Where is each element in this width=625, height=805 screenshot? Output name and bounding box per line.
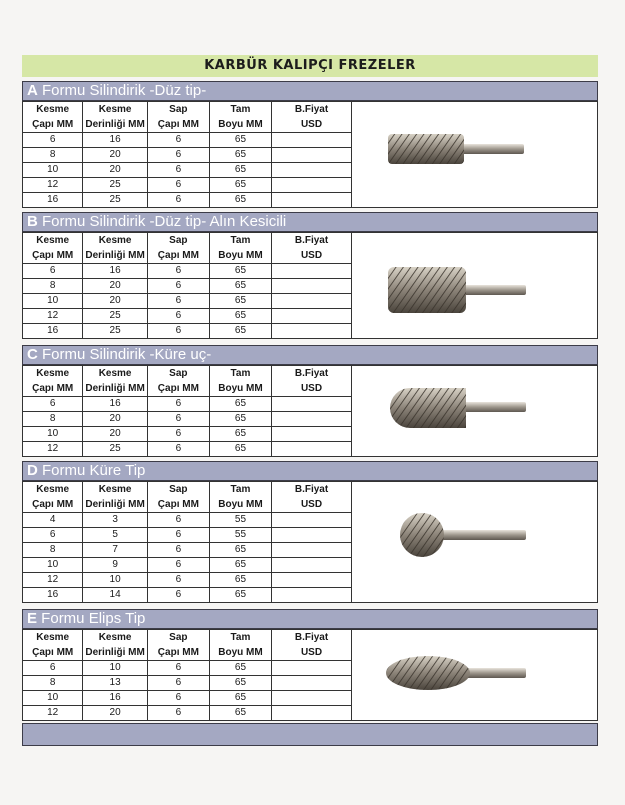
table-cell: 12 (23, 706, 83, 721)
table-cell (272, 691, 352, 706)
table-cell: 6 (147, 706, 209, 721)
ball-tool-icon (382, 500, 532, 570)
table-cell: 20 (83, 294, 147, 309)
table-cell: 6 (147, 264, 209, 279)
table-row (23, 528, 352, 543)
footer-bar (22, 723, 598, 746)
table-cell: 65 (209, 294, 271, 309)
table-cell: 65 (209, 163, 271, 178)
header-row (23, 366, 352, 382)
column-header: Boyu MM (209, 117, 271, 133)
table-row (23, 178, 352, 193)
table-cell: 6 (147, 543, 209, 558)
column-header: Tam (209, 233, 271, 249)
table-row (23, 676, 352, 691)
table-cell: 16 (83, 691, 147, 706)
table-cell: 65 (209, 309, 271, 324)
column-header: Kesme (23, 233, 83, 249)
table-cell (272, 324, 352, 339)
table-cell: 8 (23, 148, 83, 163)
column-header: Boyu MM (209, 248, 271, 264)
table-row (23, 133, 352, 148)
table-row (23, 412, 352, 427)
table-cell: 65 (209, 133, 271, 148)
tool-image (352, 481, 598, 603)
table-cell: 10 (23, 558, 83, 573)
table-cell: 7 (83, 543, 147, 558)
header-row (23, 248, 352, 264)
table-row (23, 427, 352, 442)
table-cell: 6 (147, 397, 209, 412)
table-cell: 20 (83, 163, 147, 178)
spec-table (22, 629, 352, 721)
table-cell (272, 706, 352, 721)
spec-table (22, 232, 352, 339)
table-row (23, 691, 352, 706)
table-cell (272, 148, 352, 163)
table-cell: 25 (83, 442, 147, 457)
table-cell: 16 (83, 397, 147, 412)
table-cell: 65 (209, 573, 271, 588)
table-cell (272, 588, 352, 603)
table-cell: 65 (209, 427, 271, 442)
table-row (23, 442, 352, 457)
column-header: Çapı MM (23, 248, 83, 264)
section-title: Formu Küre Tip (37, 462, 146, 479)
table-cell: 6 (147, 588, 209, 603)
header-row (23, 233, 352, 249)
table-row (23, 279, 352, 294)
header-row (23, 497, 352, 513)
table-cell: 16 (83, 133, 147, 148)
table-row (23, 588, 352, 603)
table-cell: 65 (209, 412, 271, 427)
table-row (23, 264, 352, 279)
table-cell: 16 (23, 324, 83, 339)
table-cell: 20 (83, 427, 147, 442)
table-cell: 6 (147, 661, 209, 676)
table-cell: 6 (147, 148, 209, 163)
table-cell: 8 (23, 412, 83, 427)
section-a (22, 81, 598, 208)
table-cell: 10 (23, 294, 83, 309)
table-row (23, 397, 352, 412)
tool-image (352, 365, 598, 457)
tool-image (352, 629, 598, 721)
table-cell: 55 (209, 528, 271, 543)
oval-tool-icon (382, 644, 532, 704)
cylinder-end-cut-tool-icon (382, 255, 532, 325)
header-row (23, 482, 352, 498)
table-cell (272, 193, 352, 208)
table-cell (272, 528, 352, 543)
table-cell: 65 (209, 543, 271, 558)
table-cell (272, 412, 352, 427)
table-cell: 16 (23, 193, 83, 208)
column-header: Tam (209, 482, 271, 498)
tool-image (352, 232, 598, 339)
table-cell: 65 (209, 148, 271, 163)
table-cell (272, 294, 352, 309)
column-header: Tam (209, 366, 271, 382)
column-header: Sap (147, 233, 209, 249)
table-cell: 6 (147, 193, 209, 208)
column-header: B.Fiyat (272, 482, 352, 498)
table-cell: 10 (83, 573, 147, 588)
table-cell: 65 (209, 264, 271, 279)
table-row (23, 661, 352, 676)
section-letter: C (27, 346, 38, 363)
section-title: Formu Silindirik -Düz tip- Alın Kesicili (37, 213, 287, 230)
spec-table (22, 481, 352, 603)
column-header: Kesme (83, 102, 147, 118)
table-cell: 13 (83, 676, 147, 691)
table-cell: 65 (209, 558, 271, 573)
table-cell: 6 (23, 264, 83, 279)
table-cell: 20 (83, 412, 147, 427)
table-cell: 65 (209, 661, 271, 676)
table-cell: 12 (23, 573, 83, 588)
column-header: Boyu MM (209, 645, 271, 661)
table-cell: 6 (147, 513, 209, 528)
table-cell: 10 (23, 427, 83, 442)
table-cell (272, 573, 352, 588)
section-title: Formu Elips Tip (37, 610, 146, 627)
table-cell: 12 (23, 309, 83, 324)
table-cell: 6 (147, 178, 209, 193)
column-header: B.Fiyat (272, 102, 352, 118)
spec-table (22, 101, 352, 208)
column-header: Tam (209, 102, 271, 118)
column-header: Kesme (83, 482, 147, 498)
table-cell: 6 (147, 573, 209, 588)
table-row (23, 309, 352, 324)
table-cell: 65 (209, 178, 271, 193)
column-header: Çapı MM (147, 381, 209, 397)
column-header: Çapı MM (147, 248, 209, 264)
table-cell: 5 (83, 528, 147, 543)
section-letter: A (27, 82, 38, 99)
table-cell: 20 (83, 706, 147, 721)
table-cell: 65 (209, 324, 271, 339)
spec-table (22, 365, 352, 457)
column-header: Kesme (23, 630, 83, 646)
column-header: Kesme (83, 630, 147, 646)
table-cell: 16 (83, 264, 147, 279)
section-letter: B (27, 213, 38, 230)
table-cell: 6 (147, 133, 209, 148)
table-cell: 55 (209, 513, 271, 528)
table-row (23, 193, 352, 208)
table-row (23, 706, 352, 721)
column-header: Çapı MM (147, 117, 209, 133)
table-cell (272, 309, 352, 324)
table-cell: 6 (23, 661, 83, 676)
header-row (23, 645, 352, 661)
header-row (23, 102, 352, 118)
section-title: Formu Silindirik -Düz tip- (37, 82, 207, 99)
table-cell (272, 397, 352, 412)
table-cell: 6 (147, 324, 209, 339)
table-cell: 14 (83, 588, 147, 603)
table-cell: 6 (147, 558, 209, 573)
column-header: B.Fiyat (272, 366, 352, 382)
table-cell: 20 (83, 279, 147, 294)
header-row (23, 117, 352, 133)
column-header: Kesme (83, 366, 147, 382)
table-cell: 65 (209, 397, 271, 412)
table-cell: 10 (23, 163, 83, 178)
column-header: Çapı MM (23, 645, 83, 661)
column-header: Boyu MM (209, 381, 271, 397)
table-cell: 12 (23, 442, 83, 457)
page-title: KARBÜR KALIPÇI FREZELER (22, 55, 598, 77)
section-b (22, 212, 598, 339)
section-title: Formu Silindirik -Küre uç- (37, 346, 212, 363)
table-cell (272, 163, 352, 178)
table-cell: 6 (147, 427, 209, 442)
column-header: Boyu MM (209, 497, 271, 513)
table-cell: 6 (23, 397, 83, 412)
section-e (22, 609, 598, 721)
column-header: Kesme (23, 102, 83, 118)
table-row (23, 148, 352, 163)
table-cell: 6 (147, 676, 209, 691)
table-cell: 6 (147, 528, 209, 543)
table-cell: 6 (23, 528, 83, 543)
table-row (23, 543, 352, 558)
table-row (23, 558, 352, 573)
table-cell (272, 427, 352, 442)
cylinder-ball-nose-tool-icon (382, 378, 532, 438)
table-cell (272, 513, 352, 528)
column-header: Derinliği MM (83, 248, 147, 264)
table-cell (272, 442, 352, 457)
column-header: Derinliği MM (83, 645, 147, 661)
column-header: Çapı MM (147, 497, 209, 513)
table-cell: 6 (147, 442, 209, 457)
table-cell: 25 (83, 324, 147, 339)
section-header (22, 345, 598, 365)
table-row (23, 324, 352, 339)
table-cell: 65 (209, 691, 271, 706)
table-cell: 3 (83, 513, 147, 528)
table-cell: 10 (83, 661, 147, 676)
column-header: USD (272, 381, 352, 397)
table-cell: 10 (23, 691, 83, 706)
column-header: Çapı MM (147, 645, 209, 661)
tool-image (352, 101, 598, 208)
column-header: Kesme (83, 233, 147, 249)
cylinder-flat-tool-icon (382, 120, 532, 180)
table-cell: 8 (23, 279, 83, 294)
table-row (23, 294, 352, 309)
column-header: USD (272, 497, 352, 513)
column-header: Çapı MM (23, 117, 83, 133)
section-c (22, 345, 598, 457)
table-cell: 12 (23, 178, 83, 193)
table-cell: 65 (209, 442, 271, 457)
column-header: Çapı MM (23, 381, 83, 397)
table-cell: 25 (83, 178, 147, 193)
table-cell: 8 (23, 543, 83, 558)
column-header: Çapı MM (23, 497, 83, 513)
table-cell: 25 (83, 193, 147, 208)
table-cell (272, 178, 352, 193)
column-header: Derinliği MM (83, 497, 147, 513)
column-header: B.Fiyat (272, 233, 352, 249)
table-cell (272, 264, 352, 279)
column-header: Sap (147, 102, 209, 118)
column-header: USD (272, 645, 352, 661)
column-header: Kesme (23, 482, 83, 498)
table-cell (272, 558, 352, 573)
section-letter: D (27, 462, 38, 479)
section-header (22, 609, 598, 629)
table-cell (272, 133, 352, 148)
column-header: Sap (147, 366, 209, 382)
table-cell: 6 (147, 691, 209, 706)
section-d (22, 461, 598, 603)
table-cell: 6 (147, 309, 209, 324)
table-cell: 16 (23, 588, 83, 603)
section-header (22, 81, 598, 101)
table-cell: 6 (23, 133, 83, 148)
column-header: Sap (147, 482, 209, 498)
table-cell: 65 (209, 676, 271, 691)
table-cell (272, 661, 352, 676)
header-row (23, 381, 352, 397)
section-header (22, 461, 598, 481)
table-row (23, 573, 352, 588)
table-cell: 6 (147, 294, 209, 309)
table-cell (272, 279, 352, 294)
column-header: USD (272, 117, 352, 133)
section-header (22, 212, 598, 232)
column-header: Tam (209, 630, 271, 646)
column-header: Sap (147, 630, 209, 646)
table-row (23, 163, 352, 178)
table-cell: 65 (209, 588, 271, 603)
table-cell (272, 543, 352, 558)
table-cell: 20 (83, 148, 147, 163)
table-cell: 6 (147, 279, 209, 294)
table-cell: 25 (83, 309, 147, 324)
table-cell: 4 (23, 513, 83, 528)
table-cell: 6 (147, 163, 209, 178)
column-header: Derinliği MM (83, 117, 147, 133)
column-header: USD (272, 248, 352, 264)
column-header: B.Fiyat (272, 630, 352, 646)
section-letter: E (27, 610, 38, 627)
table-cell: 6 (147, 412, 209, 427)
table-cell: 8 (23, 676, 83, 691)
table-cell: 65 (209, 193, 271, 208)
header-row (23, 630, 352, 646)
table-cell: 65 (209, 279, 271, 294)
column-header: Kesme (23, 366, 83, 382)
table-cell: 65 (209, 706, 271, 721)
table-row (23, 513, 352, 528)
table-cell: 9 (83, 558, 147, 573)
column-header: Derinliği MM (83, 381, 147, 397)
table-cell (272, 676, 352, 691)
